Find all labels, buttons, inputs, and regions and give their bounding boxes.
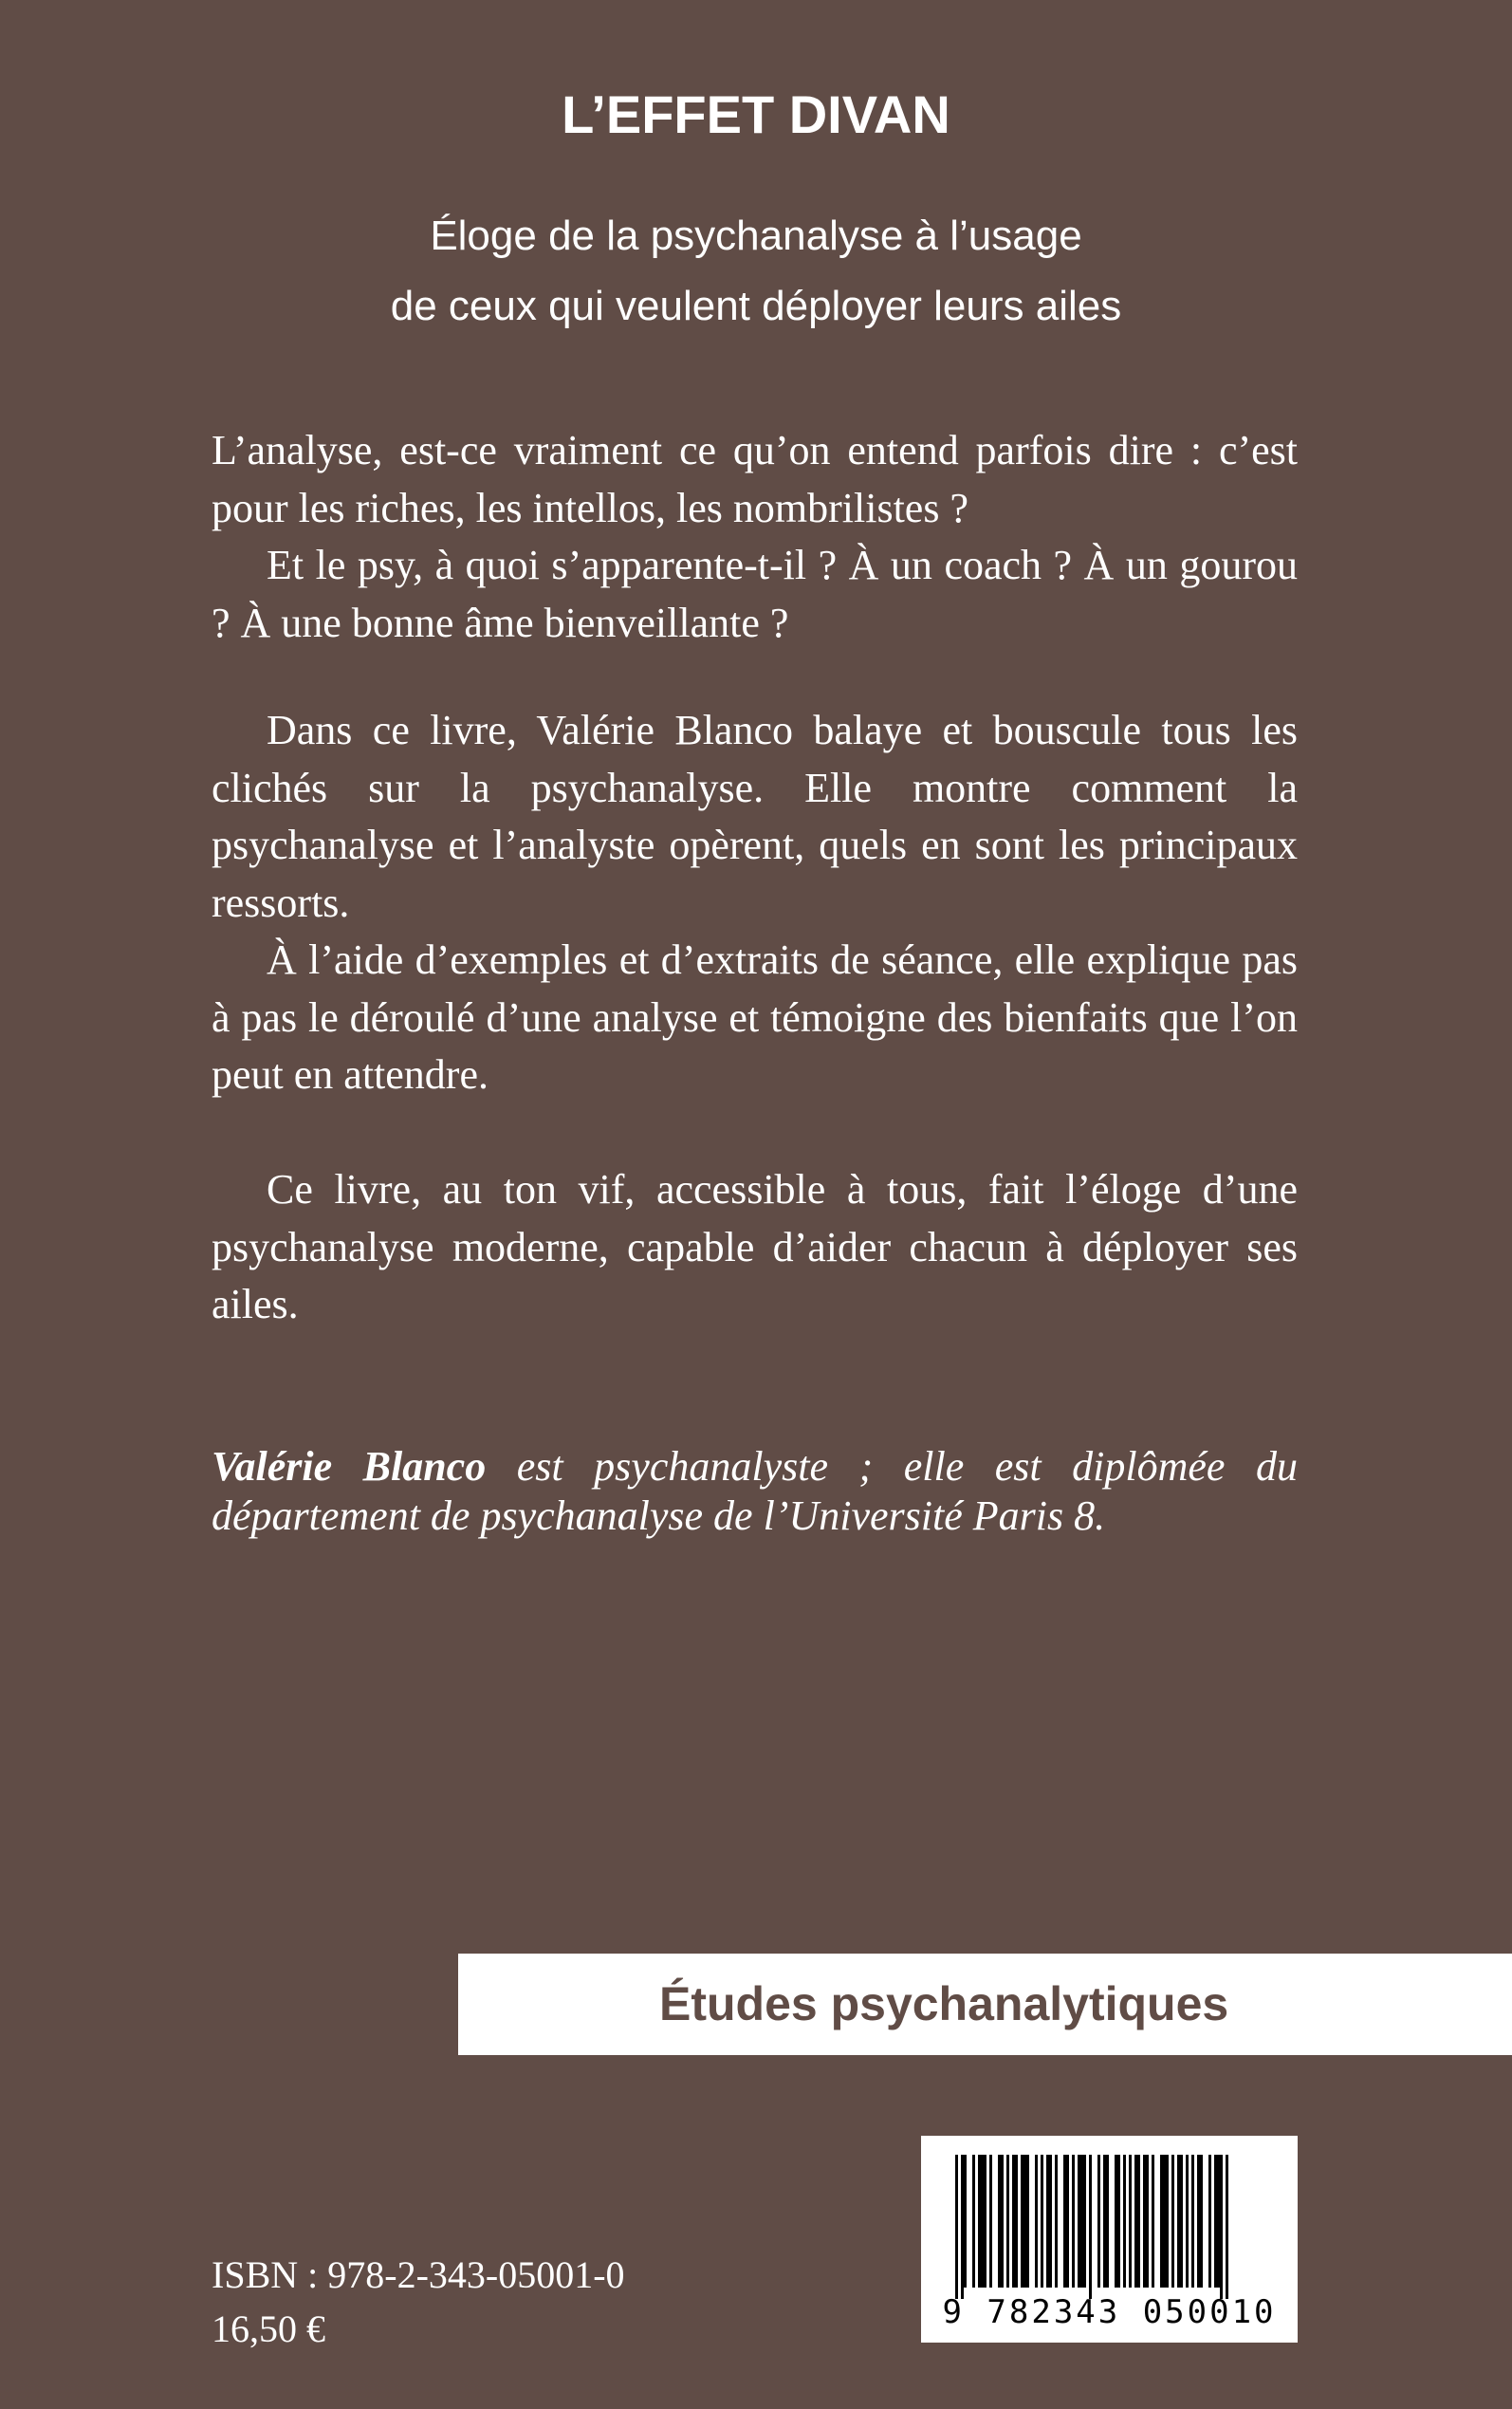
barcode-bar <box>1160 2155 1163 2288</box>
barcode-bar <box>1049 2155 1052 2288</box>
barcode-bar <box>1217 2155 1220 2288</box>
barcode-bar <box>1023 2155 1026 2288</box>
barcode-bar <box>1123 2155 1126 2288</box>
barcode-bar <box>1083 2155 1086 2288</box>
barcode-bar <box>978 2155 981 2288</box>
barcode-bar <box>972 2155 975 2288</box>
barcode-bar <box>1078 2155 1080 2288</box>
barcode-bar <box>1012 2155 1015 2288</box>
barcode-bar <box>1080 2155 1083 2288</box>
barcode-bar <box>1171 2155 1174 2288</box>
barcode-bar <box>1001 2155 1004 2288</box>
barcode-bar <box>1134 2155 1137 2288</box>
blurb-paragraph-2: Et le psy, à quoi s’apparente-t-il ? À un coach ? À un gourou ? À une bonne âme bienveillante ? <box>212 542 1298 646</box>
series-label: Études psychanalytiques <box>659 1977 1229 2030</box>
barcode-bar <box>1115 2155 1117 2288</box>
barcode-bar <box>1186 2155 1189 2288</box>
subtitle <box>0 201 1512 342</box>
barcode-bar <box>1152 2155 1154 2288</box>
barcode-bar <box>1220 2155 1223 2299</box>
barcode-bar <box>961 2155 964 2299</box>
barcode-bar <box>1066 2155 1069 2288</box>
barcode-bar <box>1106 2155 1109 2288</box>
barcode-bar <box>1200 2155 1203 2288</box>
book-title: L’EFFET DIVAN <box>562 84 950 144</box>
subtitle-line-2: de ceux qui veulent déployer leurs ailes <box>390 283 1122 329</box>
barcode-bar <box>1226 2155 1228 2299</box>
barcode-bar <box>1015 2155 1018 2288</box>
barcode-bar <box>1041 2155 1043 2288</box>
barcode-bar <box>1129 2155 1132 2288</box>
barcode-bar <box>1146 2155 1149 2288</box>
blurb-block-questions <box>212 422 1298 652</box>
blurb-paragraph-3: Dans ce livre, Valérie Blanco balaye et bouscule tous les clichés sur la psychanalyse. Elle montre comment la psychanalyse et l’analyste opèrent, quels en sont les principaux ressorts. <box>212 707 1298 926</box>
barcode-bar <box>964 2155 967 2288</box>
barcode <box>921 2136 1298 2343</box>
blurb-paragraph-4: À l’aide d’exemples et d’extraits de séance, elle explique pas à pas le déroulé d’une analyse et témoigne des bienfaits que l’on peut en attendre. <box>212 936 1298 1098</box>
barcode-bar <box>1143 2155 1146 2288</box>
barcode-bar <box>1163 2155 1166 2288</box>
isbn: ISBN : 978-2-343-05001-0 <box>212 2253 625 2296</box>
barcode-bar <box>1103 2155 1106 2288</box>
barcode-bar <box>1177 2155 1180 2288</box>
barcode-bar <box>1072 2155 1075 2288</box>
barcode-bar <box>1035 2155 1038 2288</box>
barcode-bar <box>1046 2155 1049 2288</box>
subtitle-line-1: Éloge de la psychanalyse à l’usage <box>430 213 1082 259</box>
price: 16,50 € <box>212 2307 325 2350</box>
barcode-bar <box>981 2155 984 2288</box>
blurb-paragraph-5: Ce livre, au ton vif, accessible à tous, fait l’éloge d’une psychanalyse moderne, capable d’aider chacun à déployer ses ailes. <box>212 1166 1298 1327</box>
author-name: Valérie Blanco <box>212 1443 487 1490</box>
barcode-bar <box>1055 2155 1058 2288</box>
barcode-bar <box>1021 2155 1023 2288</box>
barcode-bar <box>1197 2155 1200 2288</box>
barcode-bar <box>984 2155 986 2288</box>
barcode-bar <box>1208 2155 1211 2288</box>
barcode-bar <box>989 2155 992 2288</box>
author-bio <box>212 1442 1298 1541</box>
barcode-bar <box>955 2155 958 2299</box>
blurb-block-conclusion <box>212 1161 1298 1334</box>
author-bio-text: est psychanalyste ; elle est diplômée du département de psychanalyse de l’Université Paris 8. <box>212 1443 1298 1539</box>
barcode-bar <box>1117 2155 1120 2288</box>
barcode-bar <box>1137 2155 1140 2288</box>
barcode-bar <box>1214 2155 1217 2288</box>
barcode-bar <box>1191 2155 1194 2288</box>
barcode-bar <box>1063 2155 1066 2288</box>
blurb-block-description <box>212 702 1298 1104</box>
barcode-bar <box>1006 2155 1009 2288</box>
barcode-bar <box>1180 2155 1183 2288</box>
barcode-bar <box>1089 2155 1092 2299</box>
barcode-bar <box>1026 2155 1029 2288</box>
blurb-paragraph-1: L’analyse, est-ce vraiment ce qu’on entend parfois dire : c’est pour les riches, les intellos, les nombrilistes ? <box>212 427 1298 531</box>
barcode-bar <box>998 2155 1001 2288</box>
barcode-bar <box>1097 2155 1100 2288</box>
barcode-bar <box>1166 2155 1169 2288</box>
barcode-digits: 9 782343 050010 <box>942 2293 1277 2331</box>
